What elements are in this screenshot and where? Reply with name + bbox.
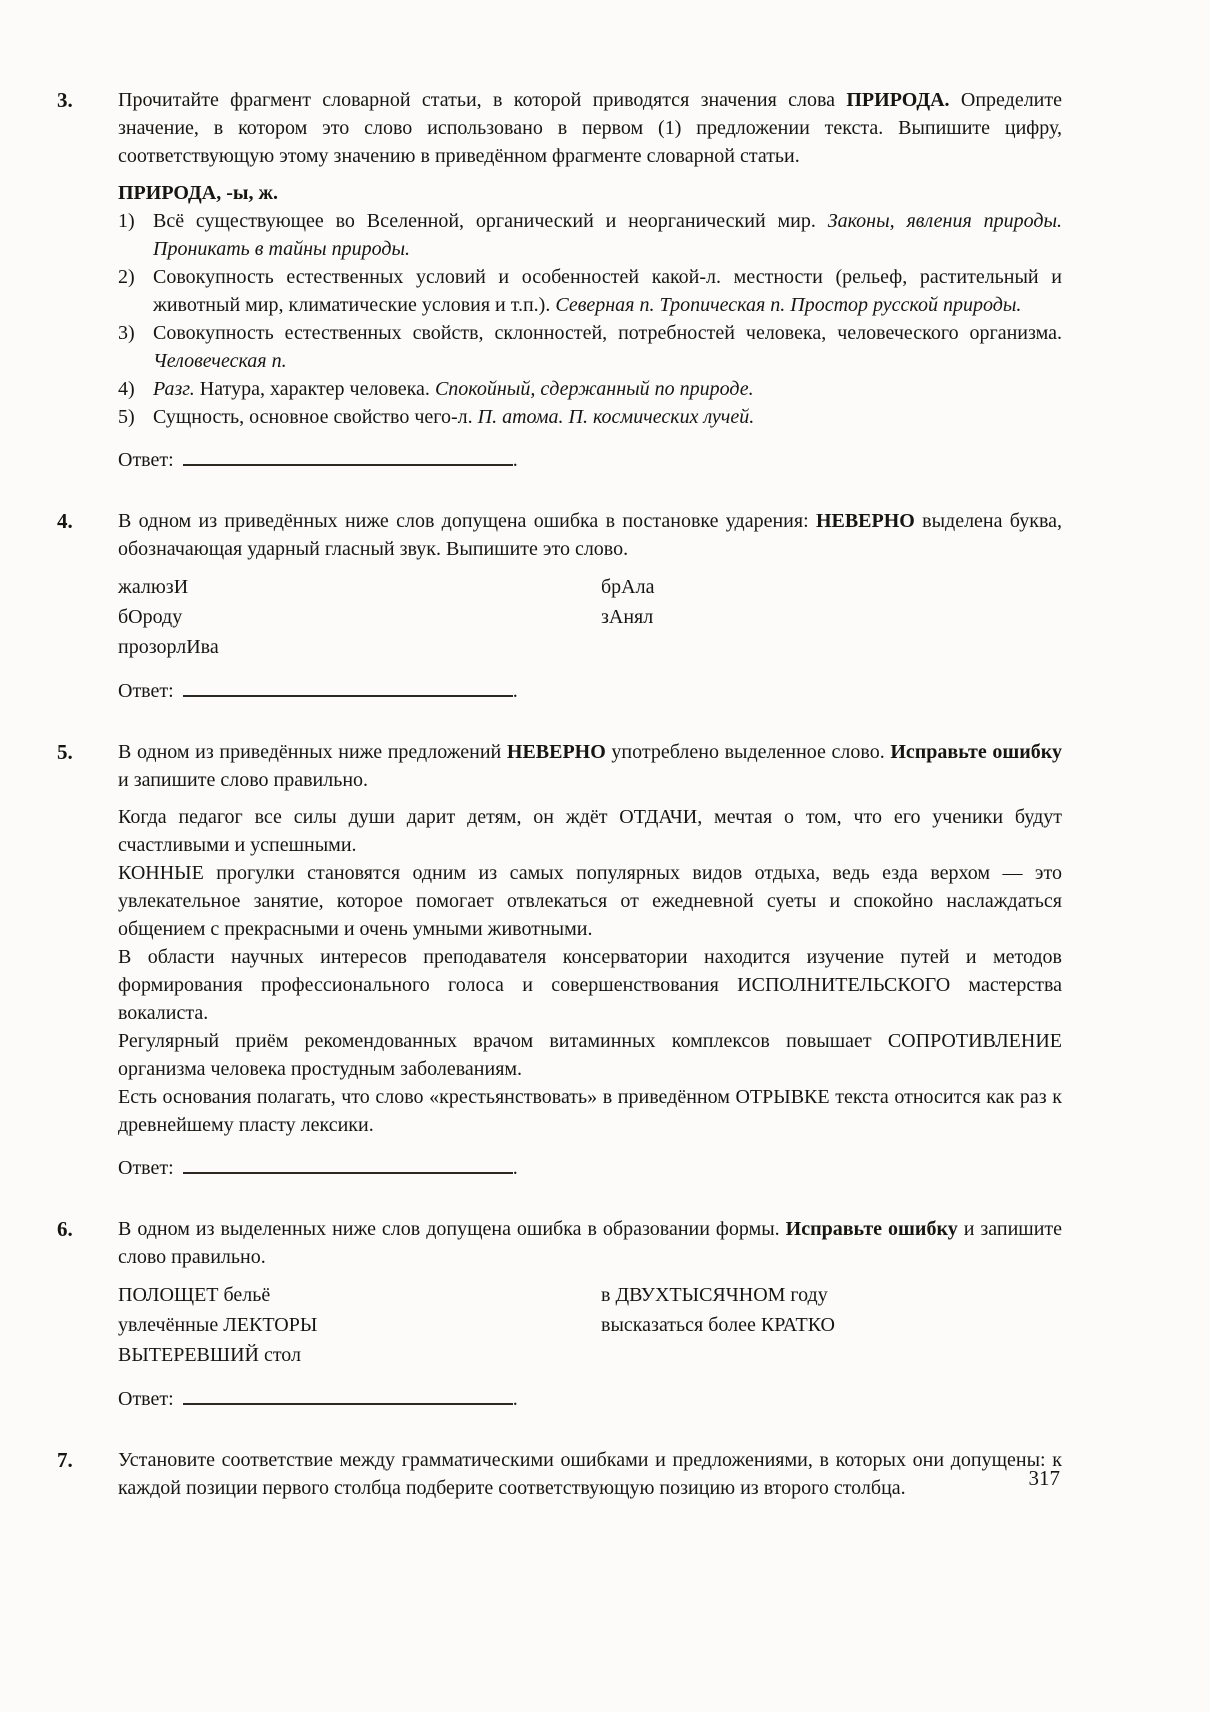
word-list: [118, 1280, 1062, 1370]
definition-number: 5): [118, 406, 135, 428]
word-item: прозорлИва: [118, 636, 219, 658]
sentence-item: КОННЫЕ прогулки становятся одним из самых популярных видов отдыха, ведь езда верхом — это увлекательное занятие, которое помогает отвлекаться от ежедневной суеты и спокойно наслаждаться общением с прекрасными и очень умными животными.: [118, 862, 1062, 940]
definition-text: Всё существующее во Вселенной, органический и неорганический мир. Законы, явления природы. Проникать в тайны природы.: [153, 210, 1062, 260]
answer-blank: [183, 446, 513, 466]
word-item: в ДВУХТЫСЯЧНОМ году: [601, 1284, 828, 1306]
word-column-right: [601, 1280, 835, 1370]
task-5-instruction: В одном из приведённых ниже предложений НЕВЕРНО употреблено выделенное слово. Исправьте ошибку и запишите слово правильно.: [118, 741, 1062, 791]
definition-item: [118, 263, 1062, 319]
answer-blank: [183, 677, 513, 697]
definition-text: Совокупность естественных условий и особенностей какой-л. местности (рельеф, растительный и животный мир, климатические условия и т.п.). Северная п. Тропическая п. Простор русской природы.: [153, 266, 1062, 316]
word-item: брАла: [601, 576, 655, 598]
definition-text: Разг. Натура, характер человека. Спокойный, сдержанный по природе.: [153, 378, 754, 400]
word-item: увлечённые ЛЕКТОРЫ: [118, 1314, 318, 1336]
definition-text: Сущность, основное свойство чего-л. П. атома. П. космических лучей.: [153, 406, 755, 428]
word-item: зАнял: [601, 606, 654, 628]
task-4: [57, 507, 1062, 705]
answer-label: Ответ:: [118, 1388, 174, 1410]
task-7: [57, 1446, 1062, 1511]
task-6-instruction: В одном из выделенных ниже слов допущена ошибка в образовании формы. Исправьте ошибку и запишите слово правильно.: [118, 1218, 1063, 1268]
definition-number: 1): [118, 210, 135, 232]
dictionary-headword: ПРИРОДА, -ы, ж.: [118, 182, 278, 204]
answer-row: [118, 1385, 1062, 1413]
task-3-number: 3.: [57, 88, 73, 112]
page-number: 317: [1028, 1466, 1060, 1490]
answer-period: .: [512, 1388, 518, 1410]
definition-text: Совокупность естественных свойств, склонностей, потребностей человека, человеческого организма. Человеческая п.: [153, 322, 1062, 372]
task-6: [57, 1215, 1062, 1413]
answer-label: Ответ:: [118, 1157, 174, 1179]
answer-label: Ответ:: [118, 449, 174, 471]
answer-period: .: [512, 1157, 518, 1179]
page-content: [57, 86, 1062, 1544]
definition-item: [118, 207, 1062, 263]
definition-number: 2): [118, 266, 135, 288]
task-3: [57, 86, 1062, 474]
task-7-body: [118, 1446, 1062, 1511]
task-3-instruction: Прочитайте фрагмент словарной статьи, в которой приводятся значения слова ПРИРОДА. Определите значение, в котором это слово использовано в первом (1) предложении текста. Выпишите цифру, соответствующую этому значению в приведённом фрагменте словарной статьи.: [118, 89, 1062, 167]
sentence-item: Регулярный приём рекомендованных врачом витаминных комплексов повышает СОПРОТИВЛЕНИЕ организма человека простудным заболеваниям.: [118, 1030, 1062, 1080]
task-4-instruction: В одном из приведённых ниже слов допущена ошибка в постановке ударения: НЕВЕРНО выделена буква, обозначающая ударный гласный звук. Выпишите это слово.: [118, 510, 1062, 560]
definition-item: [118, 319, 1062, 375]
answer-blank: [183, 1385, 513, 1405]
sentence-item: Когда педагог все силы души дарит детям, он ждёт ОТДАЧИ, мечтая о том, что его ученики будут счастливыми и успешными.: [118, 806, 1062, 856]
task-4-body: [118, 507, 1062, 705]
definition-number: 3): [118, 322, 135, 344]
answer-row: [118, 446, 1062, 474]
word-column-left: [118, 572, 601, 662]
task-6-number: 6.: [57, 1217, 73, 1241]
word-list: [118, 572, 1062, 662]
task-3-body: [118, 86, 1062, 474]
word-column-left: [118, 1280, 601, 1370]
task-7-instruction: Установите соответствие между грамматическими ошибками и предложениями, в которых они допущены: к каждой позиции первого столбца подберите соответствующую позицию из второго столбца.: [118, 1449, 1062, 1499]
answer-period: .: [512, 680, 518, 702]
answer-blank: [183, 1154, 513, 1174]
definition-item: [118, 375, 1062, 403]
definition-number: 4): [118, 378, 135, 400]
answer-period: .: [512, 449, 518, 471]
answer-label: Ответ:: [118, 680, 174, 702]
task-6-body: [118, 1215, 1062, 1413]
answer-row: [118, 1154, 1062, 1182]
task-4-number: 4.: [57, 509, 73, 533]
sentence-list: [118, 803, 1062, 1139]
task-7-number: 7.: [57, 1448, 73, 1472]
task-5: [57, 738, 1062, 1182]
task-5-number: 5.: [57, 740, 73, 764]
answer-row: [118, 677, 1062, 705]
definition-item: [118, 403, 1062, 431]
word-item: ВЫТЕРЕВШИЙ стол: [118, 1344, 302, 1366]
sentence-item: В области научных интересов преподавателя консерватории находится изучение путей и методов формирования профессионального голоса и совершенствования ИСПОЛНИТЕЛЬСКОГО мастерства вокалиста.: [118, 946, 1062, 1024]
sentence-item: Есть основания полагать, что слово «крестьянствовать» в приведённом ОТРЫВКЕ текста относится как раз к древнейшему пласту лексики.: [118, 1086, 1062, 1136]
word-item: ПОЛОЩЕТ бельё: [118, 1284, 271, 1306]
word-item: высказаться более КРАТКО: [601, 1314, 835, 1336]
word-item: бОроду: [118, 606, 183, 628]
word-column-right: [601, 572, 654, 662]
word-item: жалюзИ: [118, 576, 189, 598]
task-5-body: [118, 738, 1062, 1182]
